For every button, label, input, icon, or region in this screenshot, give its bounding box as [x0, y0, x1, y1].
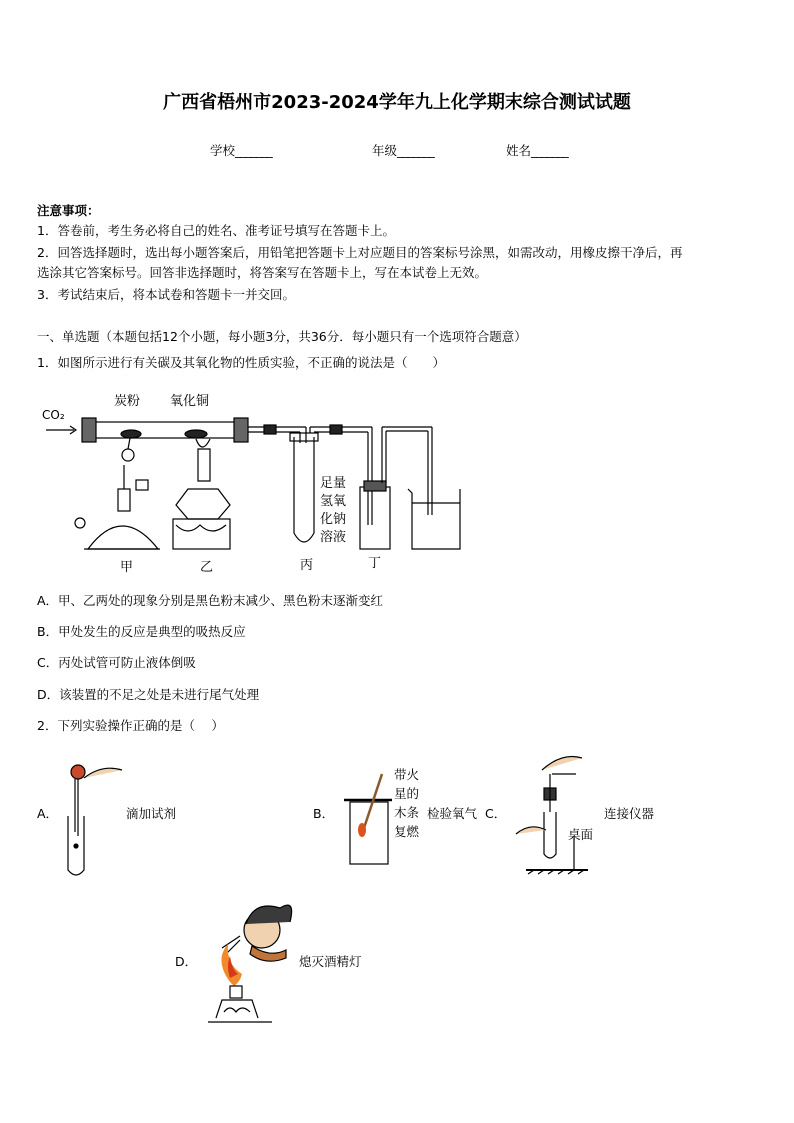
notice-heading: 注意事项：: [37, 203, 100, 218]
q1-option-c: C．丙处试管可防止液体倒吸: [37, 655, 196, 670]
b-label-line: 星的: [394, 786, 420, 801]
grade-blank: _______: [397, 143, 434, 158]
b-label-line: 木条: [394, 805, 420, 820]
cuo-label: 氧化铜: [170, 394, 210, 409]
dropper-test-tube-figure: [62, 758, 126, 880]
q2-option-d-caption: 熄灭酒精灯: [299, 954, 362, 969]
naoh-label: 氢氧: [320, 494, 347, 509]
apparatus-label: 乙: [200, 560, 214, 575]
carbon-experiment-figure: [38, 385, 468, 577]
q2-option-c-label: 桌面: [568, 827, 594, 842]
school-field: [210, 141, 272, 161]
notice-item: 2．回答选择题时，选出每小题答案后，用铅笔把答题卡上对应题目的答案标号涂黑，如需改动，用橡皮擦干净后，再: [37, 245, 683, 260]
extinguish-lamp-figure: [200, 886, 300, 1028]
q2-option-c-letter: C．: [485, 806, 507, 821]
apparatus-label: 甲: [120, 560, 134, 575]
q2-option-b-label: [394, 765, 419, 841]
q1-option-b: B．甲处发生的反应是典型的吸热反应: [37, 624, 246, 639]
b-label-line: 带火: [394, 767, 420, 782]
oxygen-test-figure: [342, 770, 394, 866]
apparatus-label: 丙: [300, 558, 314, 573]
connect-apparatus-figure: [512, 750, 592, 878]
carbon-label: 炭粉: [114, 394, 141, 409]
q2-option-a-caption: 滴加试剂: [126, 806, 177, 821]
school-blank: _______: [235, 143, 272, 158]
naoh-label: 化钠: [320, 512, 347, 527]
notice-item: 3．考试结束后，将本试卷和答题卡一并交回。: [37, 287, 295, 302]
naoh-label: 溶液: [320, 530, 347, 545]
b-label-line: 复燃: [394, 824, 420, 839]
notice-item: 选涂其它答案标号。回答非选择题时，将答案写在答题卡上，写在本试卷上无效。: [37, 265, 488, 280]
q2-option-b-caption: 检验氧气: [427, 806, 478, 821]
section-heading: 一、单选题（本题包括12个小题，每小题3分，共36分．每小题只有一个选项符合题意）: [37, 329, 527, 344]
page-title: 广西省梧州市2023-2024学年九上化学期末综合测试试题: [163, 92, 631, 113]
notice-item: 1．答卷前，考生务必将自己的姓名、准考证号填写在答题卡上。: [37, 223, 395, 238]
q2-option-c-caption: 连接仪器: [604, 806, 655, 821]
q1-option-a: A．甲、乙两处的现象分别是黑色粉末减少、黑色粉末逐渐变红: [37, 593, 384, 608]
question-2-stem: 2．下列实验操作正确的是（ ）: [37, 718, 224, 733]
school-label: 学校: [210, 143, 236, 158]
co2-label: CO₂: [42, 408, 65, 422]
question-1-stem: 1．如图所示进行有关碳及其氧化物的性质实验，不正确的说法是（ ）: [37, 355, 445, 370]
grade-label: 年级: [372, 143, 398, 158]
name-field: [506, 141, 568, 161]
q2-option-d-letter: D．: [175, 954, 198, 969]
q1-option-d: D．该装置的不足之处是未进行尾气处理: [37, 687, 260, 702]
q2-option-a-letter: A．: [37, 806, 59, 821]
naoh-label: 足量: [320, 476, 347, 491]
apparatus-label: 丁: [368, 556, 382, 571]
q2-option-b-letter: B．: [313, 806, 335, 821]
grade-field: [372, 141, 434, 161]
name-label: 姓名: [506, 143, 532, 158]
name-blank: _______: [531, 143, 568, 158]
